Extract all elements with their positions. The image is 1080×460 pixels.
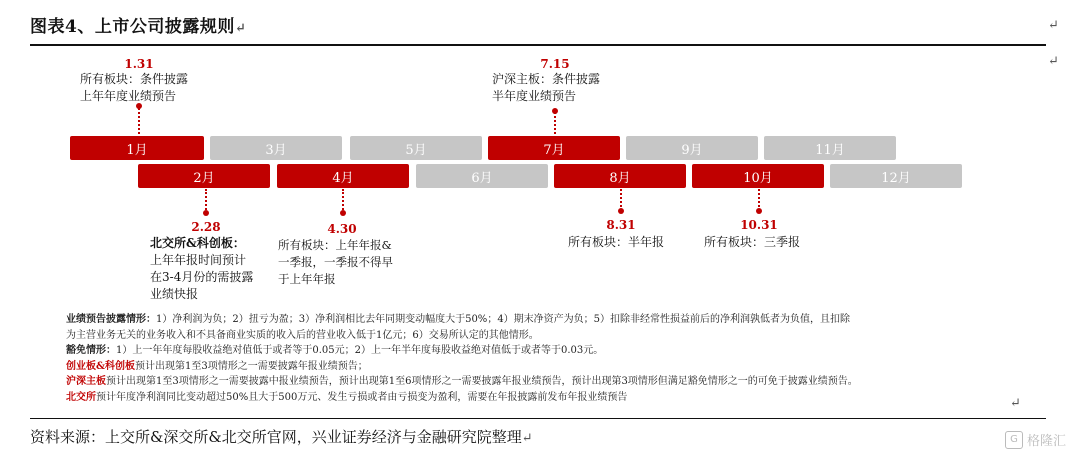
month-bar-9: 9月 — [626, 136, 758, 160]
return-mark-icon: ↵ — [521, 431, 533, 446]
source-text: 资料来源：上交所&深交所&北交所官网，兴业证券经济与金融研究院整理 — [30, 428, 522, 446]
event-note-line: 上年年度业绩预告 — [80, 89, 177, 103]
event-note-10-31: 所有板块：三季报 — [704, 235, 801, 249]
event-note-line: 所有板块：上年年报& — [278, 238, 392, 252]
month-bar-1: 1月 — [70, 136, 204, 160]
legend-line: 创业板&科创板预计出现第1至3项情形之一需要披露年报业绩预告； — [66, 360, 368, 372]
legend-line: 沪深主板预计出现第1至3项情形之一需要披露中报业绩预告，预计出现第1至6项情形之一需要披露年报业绩预告，预计出现第3项情形但满足豁免情形之一的可免于披露业绩预告。 — [66, 376, 858, 387]
watermark-text: 格隆汇 — [1026, 434, 1066, 449]
watermark-logo — [1005, 430, 1066, 449]
connector-line-7-15 — [554, 112, 556, 134]
connector-dot-1-31 — [136, 103, 142, 109]
bottom-rule — [30, 418, 1046, 419]
month-bar-5: 5月 — [350, 136, 482, 160]
event-date-2-28: 2.28 — [191, 220, 221, 234]
event-note-1-31 — [80, 71, 188, 105]
return-mark-icon: ↵ — [1010, 396, 1021, 411]
return-mark-icon: ↵ — [1048, 54, 1059, 69]
month-bar-7: 7月 — [488, 136, 620, 160]
connector-dot-4-30 — [340, 210, 346, 216]
month-bar-3: 3月 — [210, 136, 342, 160]
event-note-line: 沪深主板：条件披露 — [492, 72, 601, 86]
event-note-line: 在3-4月份的需披露 — [150, 270, 254, 284]
gelonghui-logo-icon: G — [1005, 431, 1023, 449]
event-note-4-30 — [278, 237, 393, 288]
month-bar-2: 2月 — [138, 164, 270, 188]
connector-dot-8-31 — [618, 208, 624, 214]
connector-dot-2-28 — [203, 210, 209, 216]
event-note-line: 半年度业绩预告 — [492, 89, 577, 103]
event-note-line: 于上年年报 — [278, 272, 336, 286]
source-note — [30, 426, 533, 447]
event-note-line: 所有板块：条件披露 — [80, 72, 189, 86]
legend-line: 为主营业务无关的业务收入和不具备商业实质的收入后的营业收入低于1亿元；6）交易所认定的其他情形。 — [66, 329, 539, 341]
return-mark-icon: ↵ — [234, 21, 247, 36]
legend-line: 北交所预计年度净利润同比变动超过50%且大于500万元、发生亏损或者由亏损变为盈利，需要在年报披露前发布年报业绩预告 — [66, 391, 628, 403]
return-mark-icon: ↵ — [1048, 18, 1059, 33]
event-note-7-15 — [492, 71, 600, 105]
event-note-2-28 — [150, 235, 253, 303]
month-bar-12: 12月 — [830, 164, 962, 188]
month-bar-10: 10月 — [692, 164, 824, 188]
connector-dot-10-31 — [756, 208, 762, 214]
legend-notes — [66, 312, 1016, 405]
month-bar-8: 8月 — [554, 164, 686, 188]
event-note-line: 一季报，一季报不得早 — [278, 255, 393, 269]
connector-line-1-31 — [138, 108, 140, 134]
legend-line: 豁免情形：1）上一年年度每股收益绝对值低于或者等于0.05元；2）上一年半年度每股收益绝对值低于或者等于0.03元。 — [66, 345, 604, 356]
event-note-8-31: 所有板块：半年报 — [568, 235, 665, 249]
event-date-7-15: 7.15 — [540, 57, 570, 71]
event-note-line: 上年年报时间预计 — [150, 253, 247, 267]
event-date-4-30: 4.30 — [327, 222, 357, 236]
month-bar-4: 4月 — [277, 164, 409, 188]
top-rule — [30, 44, 1046, 46]
event-note-line: 北交所&科创板： — [150, 236, 245, 250]
page-title — [30, 12, 246, 37]
event-date-10-31: 10.31 — [740, 218, 778, 232]
month-bar-11: 11月 — [764, 136, 896, 160]
event-date-8-31: 8.31 — [606, 218, 636, 232]
title-text: 图表4、上市公司披露规则 — [30, 17, 235, 37]
legend-line: 业绩预告披露情形：1）净利润为负；2）扭亏为盈；3）净利润相比去年同期变动幅度大于50%；4）期末净资产为负；5）扣除非经常性损益前后的净利润孰低者为负值，且扣除 — [66, 314, 851, 325]
event-note-line: 业绩快报 — [150, 287, 199, 301]
month-bar-6: 6月 — [416, 164, 548, 188]
event-date-1-31: 1.31 — [124, 57, 154, 71]
connector-dot-7-15 — [552, 108, 558, 114]
